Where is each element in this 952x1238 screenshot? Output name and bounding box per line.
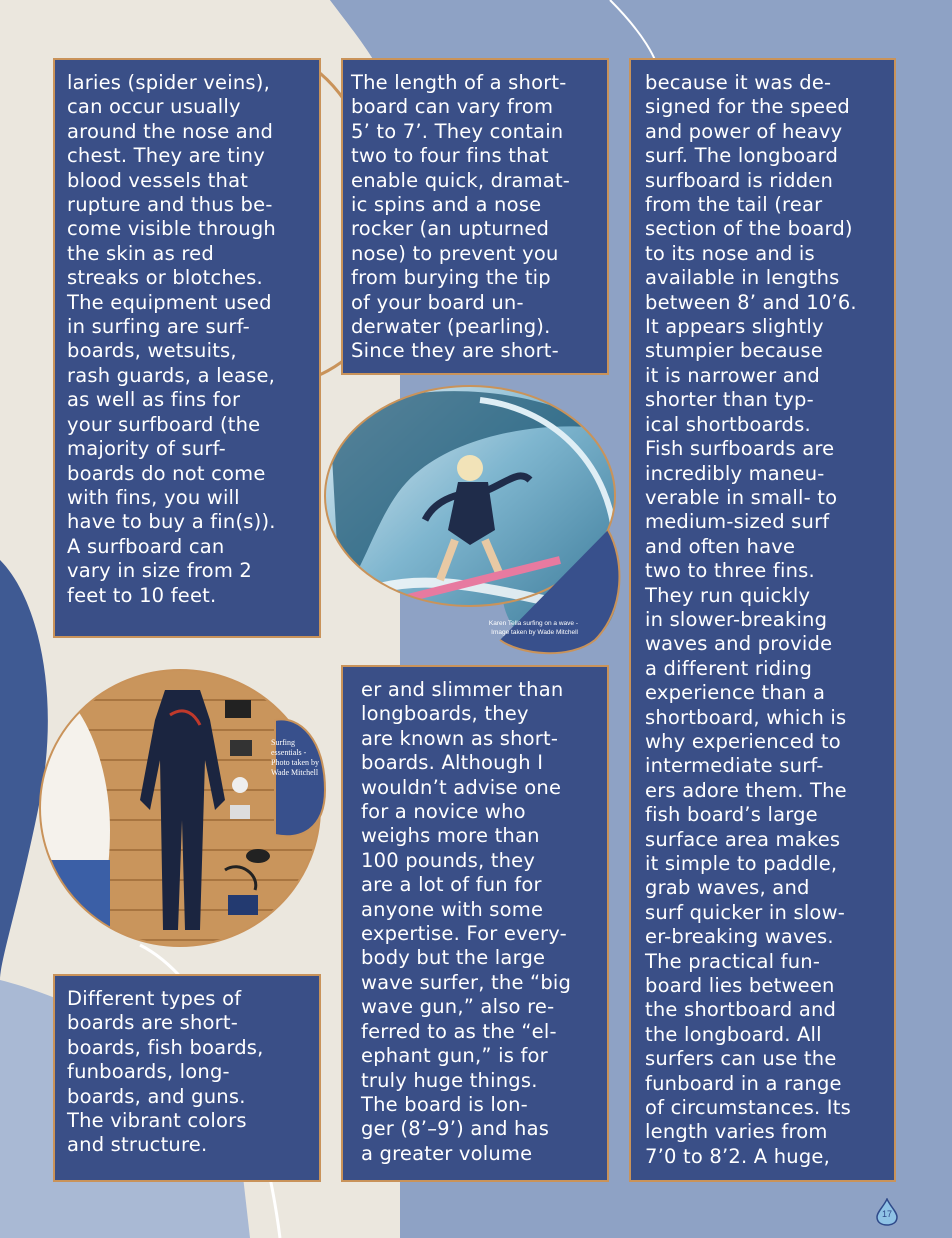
wave-photo-caption: Karen Tella surfing on a wave - Image taken by Wade Mitchell bbox=[488, 620, 578, 636]
page-number: 17 bbox=[881, 1209, 892, 1219]
gear-photo-caption: Surfing essentials - Photo taken by Wade Mitchell bbox=[271, 738, 319, 777]
text-column-1-top: laries (spider veins), can occur usually around the nose and chest. They are tiny blood vessels that rupture and thus be- come visible through the skin as red streaks or blotches. The equipment used in surfing are surf- boards, wetsuits, rash guards, a lease, as well as fins for your surfboard (the majority of surf- boards do not come with fins, you will have to buy a fin(s)). A surfboard can vary in size from 2 feet to 10 feet. bbox=[53, 58, 321, 638]
text-column-2-top: The length of a short- board can vary from 5’ to 7’. They contain two to four fins that enable quick, dramat- ic spins and a nose rocker (an upturned nose) to prevent you from burying the tip of your board un- derwater (pearling). Since they are short- bbox=[341, 58, 609, 375]
text-column-1-bottom: Different types of boards are short- boards, fish boards, funboards, long- boards, and guns. The vibrant colors and structure. bbox=[53, 974, 321, 1182]
text-column-2-bottom: er and slimmer than longboards, they are known as short- boards. Although I wouldn’t advise one for a novice who weighs more than 100 pounds, they are a lot of fun for anyone with some expertise. For every- body but the large wave surfer, the “big wave gun,” also re- ferred to as the “el- ephant gun,” is for truly huge things. The board is lon- ger (8’–9’) and has a greater volume bbox=[341, 665, 609, 1182]
page-number-badge bbox=[876, 1198, 898, 1226]
text-column-3: because it was de- signed for the speed and power of heavy surf. The longboard surfboard is ridden from the tail (rear section of the board) to its nose and is available in lengths between 8’ and 10’6. It appears slightly stumpier because it is narrower and shorter than typ- ical shortboards. Fish surfboards are incredibly maneu- verable in small- to medium-sized surf and often have two to three fins. They run quickly in slower-breaking waves and provide a different riding experience than a shortboard, which is why experienced to intermediate surf- ers adore them. The fish board’s large surface area makes it simple to paddle, grab waves, and surf quicker in slow- er-breaking waves. The practical fun- board lies between the shortboard and the longboard. All surfers can use the funboard in a range of circumstances. Its length varies from 7’0 to 8’2. A huge, bbox=[629, 58, 896, 1182]
